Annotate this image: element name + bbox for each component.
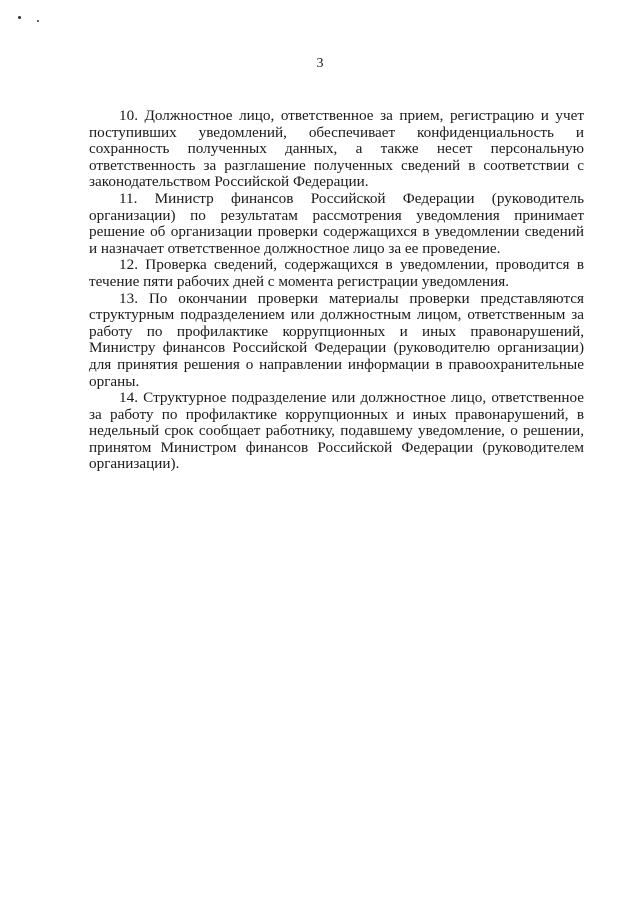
paragraph-14: 14. Структурное подразделение или должностное лицо, ответственное за работу по профилактике коррупционных и иных правонарушений, в недельный срок сообщает работнику, подавшему уведомление, о решении, принятом Министром финансов Российской Федерации (руководителем организации). [89, 389, 584, 473]
paragraph-11: 11. Министр финансов Российской Федерации (руководитель организации) по результатам рассмотрения уведомления принимает решение об организации проверки содержащихся в уведомлении сведений и назначает ответственное должностное лицо за ее проведение. [89, 189, 584, 257]
scan-artifact-dot [37, 20, 39, 22]
paragraph-12: 12. Проверка сведений, содержащихся в уведомлении, проводится в течение пяти рабочих дней с момента регистрации уведомления. [89, 256, 584, 290]
paragraph-10: 10. Должностное лицо, ответственное за прием, регистрацию и учет поступивших уведомлений, обеспечивает конфиденциальность и сохранность полученных данных, а также несет персональную ответственность за разглашение полученных сведений в соответствии с законодательством Российской Федерации. [89, 107, 584, 191]
paragraph-13: 13. По окончании проверки материалы проверки представляются структурным подразделением или должностным лицом, ответственным за работу по профилактике коррупционных и иных правонарушений, Министру финансов Российской Федерации (руководителю организации) для принятия решения о направлении информации в правоохранительные органы. [89, 289, 584, 390]
page-number: 3 [316, 56, 324, 71]
document-text [89, 108, 584, 473]
scan-artifact-dot [18, 16, 21, 19]
